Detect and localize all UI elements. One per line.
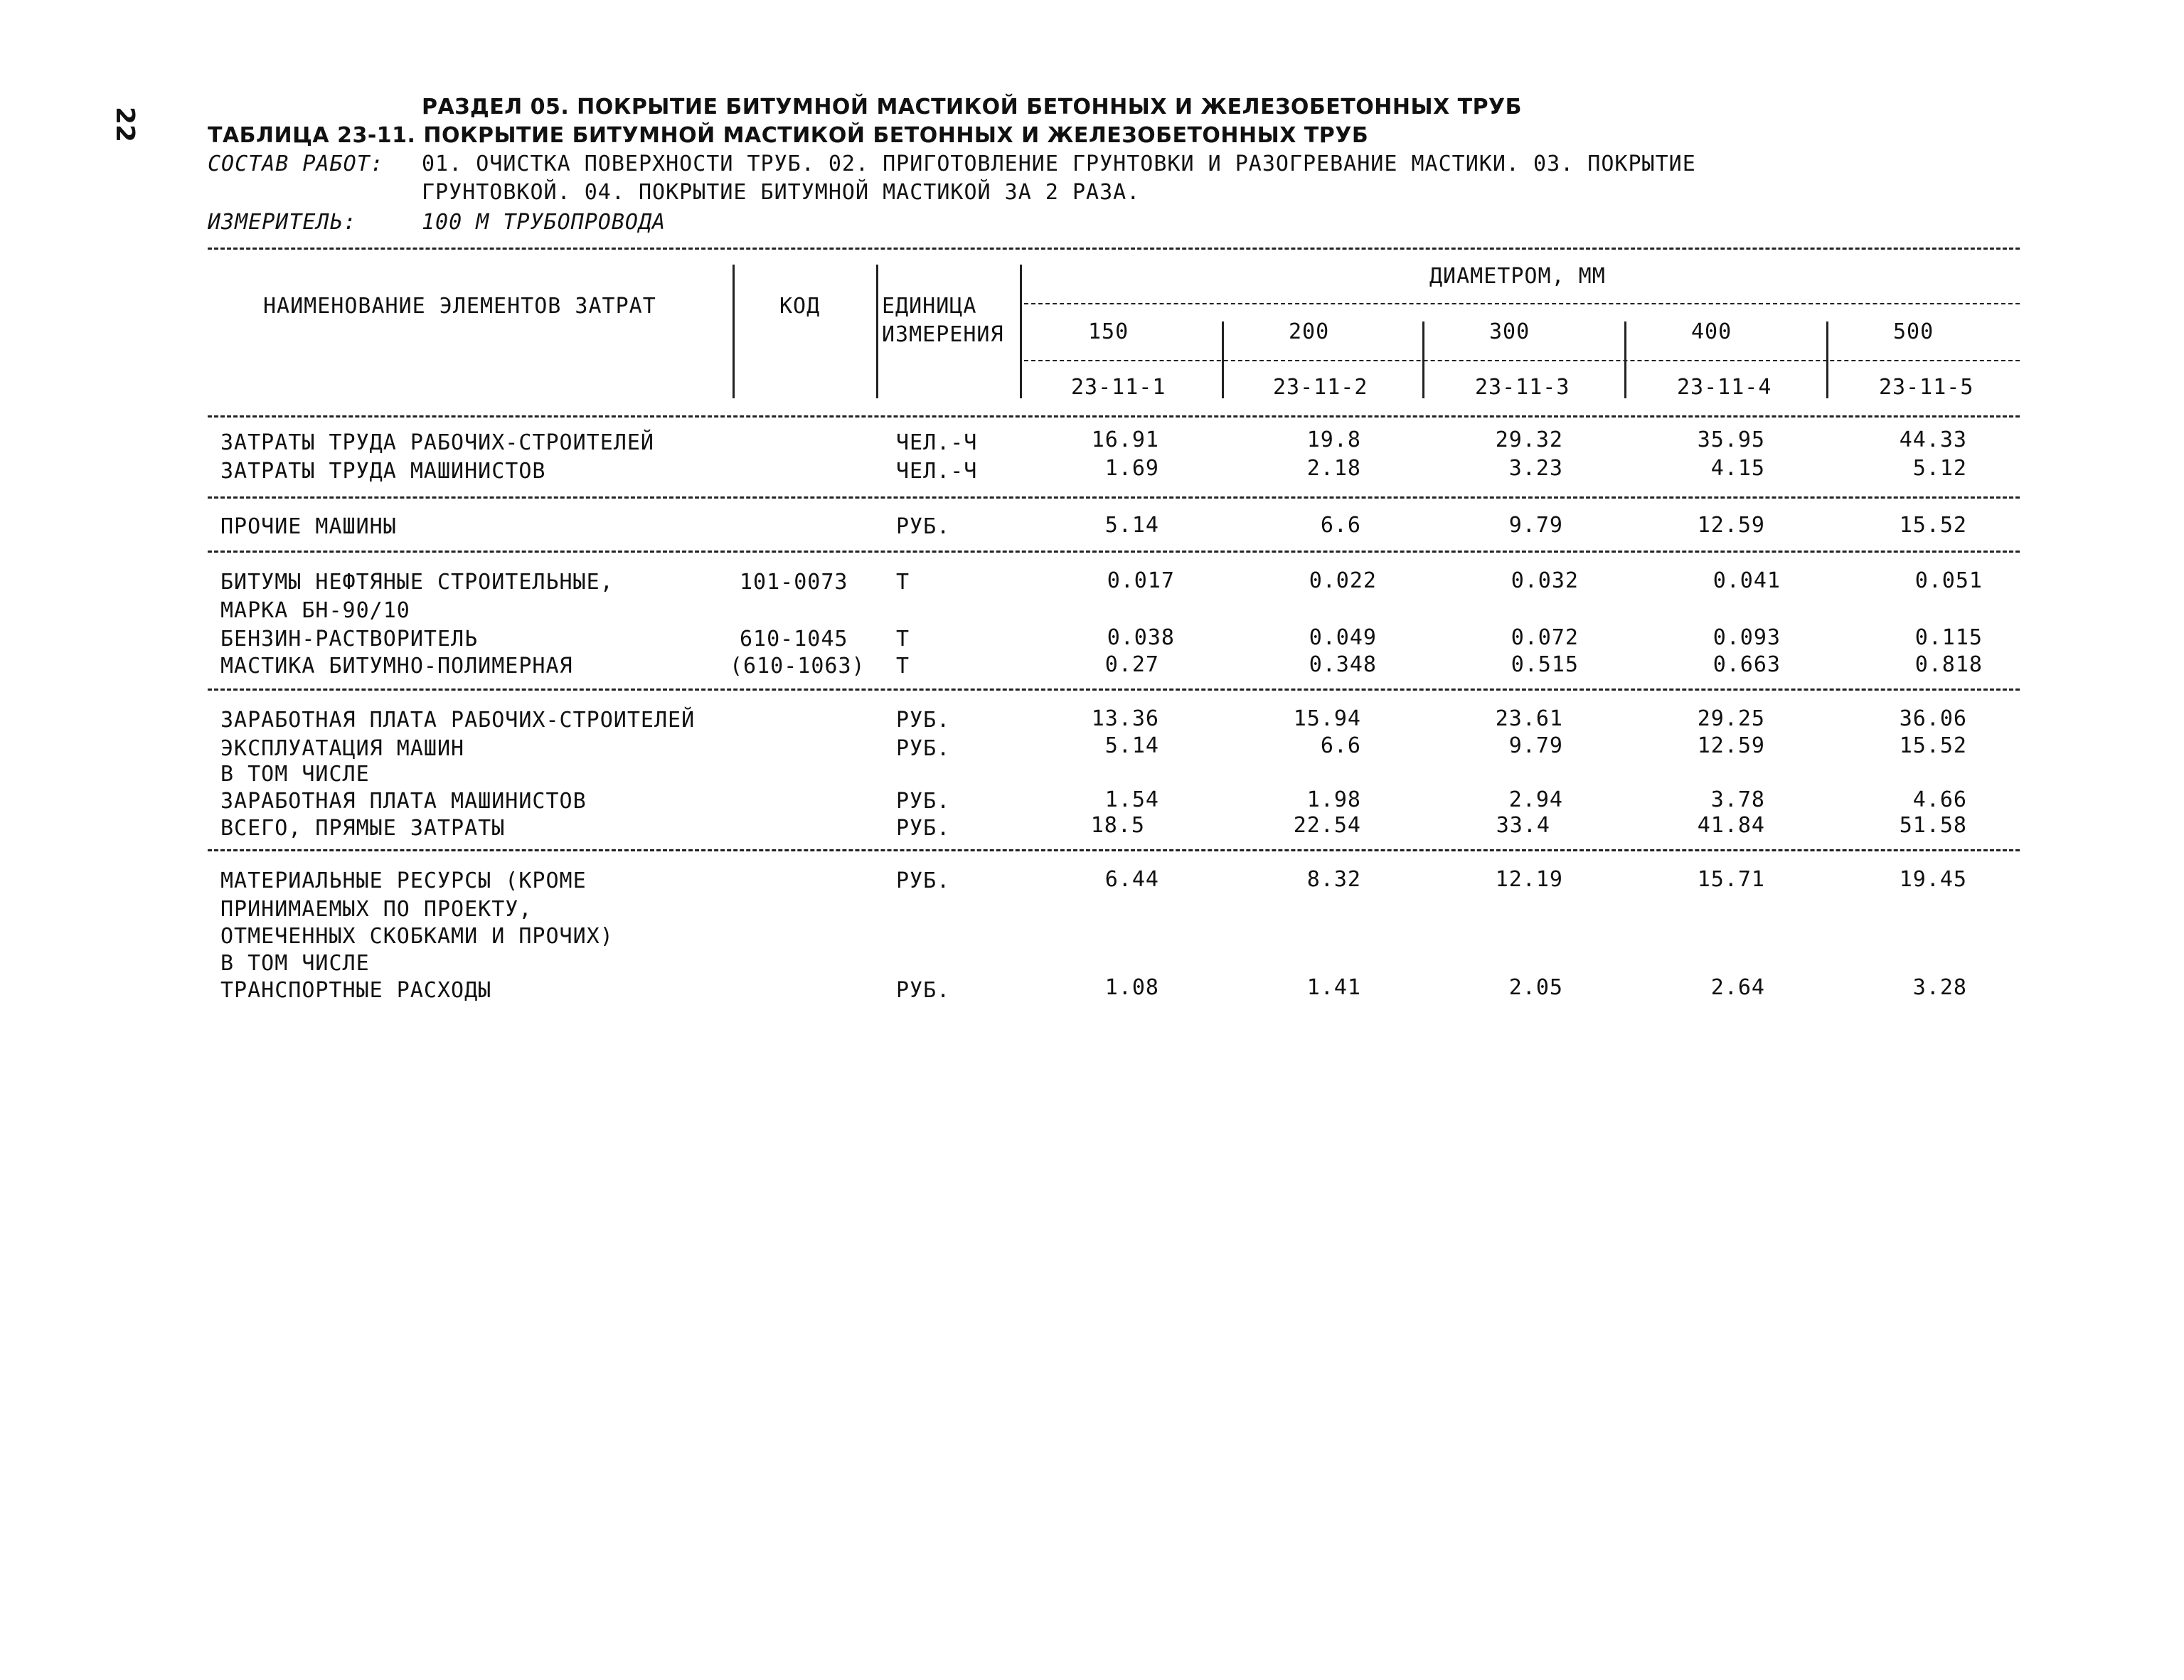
rule-group-1 xyxy=(208,496,2020,499)
row-name: БЕНЗИН-РАСТВОРИТЕЛЬ xyxy=(220,627,479,652)
row-value-500: 51.58 xyxy=(1899,813,1967,838)
rule-head-bottom xyxy=(208,415,2020,418)
row-value-150: 0.27 xyxy=(1104,652,1159,677)
row-value-150: 13.36 xyxy=(1091,706,1159,731)
rule-top xyxy=(208,248,2020,250)
row-code: 610-1045 xyxy=(740,627,848,652)
code-23-11-4: 23-11-4 xyxy=(1677,375,1772,400)
row-value-500: 5.12 xyxy=(1912,456,1967,481)
row-value-400: 35.95 xyxy=(1697,427,1765,452)
row-value-300: 0.032 xyxy=(1511,568,1579,593)
row-value-300: 23.61 xyxy=(1495,706,1563,731)
section-title: РАЗДЕЛ 05. ПОКРЫТИЕ БИТУМНОЙ МАСТИКОЙ БЕТОННЫХ И ЖЕЛЕЗОБЕТОННЫХ ТРУБ xyxy=(422,95,1523,119)
row-value-200: 6.6 xyxy=(1320,513,1361,538)
row-value-400: 0.663 xyxy=(1712,652,1781,677)
row-unit: РУБ. xyxy=(896,978,951,1003)
rule-codes xyxy=(1024,360,2020,361)
row-value-300: 9.79 xyxy=(1508,733,1563,758)
row-value-300: 9.79 xyxy=(1508,513,1563,538)
code-23-11-5: 23-11-5 xyxy=(1879,375,1974,400)
row-value-150: 16.91 xyxy=(1091,427,1159,452)
row-value-300: 2.94 xyxy=(1508,787,1563,812)
row-name: ПРОЧИЕ МАШИНЫ xyxy=(220,514,397,539)
row-name: В ТОМ ЧИСЛЕ xyxy=(220,762,370,787)
row-value-500: 0.818 xyxy=(1914,652,1983,677)
row-value-200: 6.6 xyxy=(1320,733,1361,758)
code-23-11-3: 23-11-3 xyxy=(1475,375,1570,400)
diameter-400: 400 xyxy=(1691,319,1732,344)
rule-group-4 xyxy=(208,849,2020,851)
row-value-150: 1.69 xyxy=(1104,456,1159,481)
row-unit: РУБ. xyxy=(896,816,951,841)
row-value-200: 2.18 xyxy=(1306,456,1361,481)
diameter-300: 300 xyxy=(1489,319,1530,344)
row-name-line-2: МАРКА БН-90/10 xyxy=(220,598,410,623)
row-value-300: 0.515 xyxy=(1511,652,1579,677)
row-value-150: 5.14 xyxy=(1104,513,1159,538)
row-unit: РУБ. xyxy=(896,514,951,539)
row-value-300: 29.32 xyxy=(1495,427,1563,452)
row-value-150: 1.54 xyxy=(1104,787,1159,812)
diameter-200: 200 xyxy=(1289,319,1330,344)
page-number: 22 xyxy=(110,107,139,143)
row-value-500: 3.28 xyxy=(1912,975,1967,1000)
row-unit: РУБ. xyxy=(896,868,951,893)
row-unit: ЧЕЛ.-Ч xyxy=(896,430,978,455)
row-value-500: 0.115 xyxy=(1914,625,1983,650)
row-value-150: 6.44 xyxy=(1104,867,1159,892)
row-value-400: 0.041 xyxy=(1712,568,1781,593)
row-value-500: 19.45 xyxy=(1899,867,1967,892)
row-name-line-3: ОТМЕЧЕННЫХ СКОБКАМИ И ПРОЧИХ) xyxy=(220,924,614,949)
rule-group-2 xyxy=(208,551,2020,553)
row-name: ЗАТРАТЫ ТРУДА РАБОЧИХ-СТРОИТЕЛЕЙ xyxy=(220,430,654,455)
row-unit: РУБ. xyxy=(896,789,951,814)
row-code: (610-1063) xyxy=(730,654,865,679)
row-value-300: 3.23 xyxy=(1508,456,1563,481)
row-value-200: 0.022 xyxy=(1309,568,1377,593)
row-name: ЗАРАБОТНАЯ ПЛАТА МАШИНИСТОВ xyxy=(220,789,587,814)
row-name: ЗАТРАТЫ ТРУДА МАШИНИСТОВ xyxy=(220,459,546,484)
row-value-500: 36.06 xyxy=(1899,706,1967,731)
row-unit: Т xyxy=(896,654,910,679)
code-23-11-2: 23-11-2 xyxy=(1273,375,1368,400)
row-value-150: 18.5 xyxy=(1090,813,1145,838)
row-value-200: 15.94 xyxy=(1293,706,1361,731)
header-unit-2: ИЗМЕРЕНИЯ xyxy=(882,322,1004,347)
row-value-150: 5.14 xyxy=(1104,733,1159,758)
row-value-500: 15.52 xyxy=(1899,733,1967,758)
row-name: МАТЕРИАЛЬНЫЕ РЕСУРСЫ (КРОМЕ xyxy=(220,868,587,893)
row-value-200: 22.54 xyxy=(1293,813,1361,838)
row-value-400: 4.15 xyxy=(1710,456,1765,481)
row-value-200: 0.348 xyxy=(1309,652,1377,677)
row-value-400: 12.59 xyxy=(1697,733,1765,758)
header-code: КОД xyxy=(779,294,821,319)
row-value-300: 12.19 xyxy=(1495,867,1563,892)
works-line-1: 01. ОЧИСТКА ПОВЕРХНОСТИ ТРУБ. 02. ПРИГОТОВЛЕНИЕ ГРУНТОВКИ И РАЗОГРЕВАНИЕ МАСТИКИ. 03. ПОКРЫТИЕ xyxy=(422,151,1696,176)
row-value-300: 0.072 xyxy=(1511,625,1579,650)
row-value-150: 0.038 xyxy=(1107,625,1175,650)
row-name: ЗАРАБОТНАЯ ПЛАТА РАБОЧИХ-СТРОИТЕЛЕЙ xyxy=(220,708,696,733)
rule-diameter xyxy=(1024,303,2020,304)
divider xyxy=(1020,265,1022,398)
rule-group-3 xyxy=(208,689,2020,691)
row-value-200: 0.049 xyxy=(1309,625,1377,650)
row-value-200: 19.8 xyxy=(1306,427,1361,452)
diameter-150: 150 xyxy=(1088,319,1129,344)
divider xyxy=(876,265,878,398)
row-name: МАСТИКА БИТУМНО-ПОЛИМЕРНАЯ xyxy=(220,654,573,679)
header-name: НАИМЕНОВАНИЕ ЭЛЕМЕНТОВ ЗАТРАТ xyxy=(263,294,656,319)
row-value-400: 3.78 xyxy=(1710,787,1765,812)
row-value-400: 29.25 xyxy=(1697,706,1765,731)
row-name-line-2: ПРИНИМАЕМЫХ ПО ПРОЕКТУ, xyxy=(220,897,533,922)
row-value-500: 0.051 xyxy=(1914,568,1983,593)
row-value-500: 44.33 xyxy=(1899,427,1967,452)
row-value-200: 8.32 xyxy=(1306,867,1361,892)
row-unit: РУБ. xyxy=(896,708,951,733)
table-title: ТАБЛИЦА 23-11. ПОКРЫТИЕ БИТУМНОЙ МАСТИКОЙ БЕТОННЫХ И ЖЕЛЕЗОБЕТОННЫХ ТРУБ xyxy=(208,123,1369,148)
measure-label: ИЗМЕРИТЕЛЬ: xyxy=(208,210,357,235)
header-unit-1: ЕДИНИЦА xyxy=(882,294,977,319)
row-value-400: 15.71 xyxy=(1697,867,1765,892)
row-value-300: 33.4 xyxy=(1496,813,1550,838)
diameter-500: 500 xyxy=(1893,319,1934,344)
row-name: ТРАНСПОРТНЫЕ РАСХОДЫ xyxy=(220,978,492,1003)
row-unit: ЧЕЛ.-Ч xyxy=(896,459,978,484)
row-code: 101-0073 xyxy=(740,570,848,595)
row-value-200: 1.41 xyxy=(1306,975,1361,1000)
row-value-400: 41.84 xyxy=(1697,813,1765,838)
row-unit: Т xyxy=(896,627,910,652)
row-name: В ТОМ ЧИСЛЕ xyxy=(220,951,370,976)
row-value-150: 1.08 xyxy=(1104,975,1159,1000)
works-label: СОСТАВ РАБОТ: xyxy=(208,151,384,176)
row-value-400: 2.64 xyxy=(1710,975,1765,1000)
works-line-2: ГРУНТОВКОЙ. 04. ПОКРЫТИЕ БИТУМНОЙ МАСТИКОЙ ЗА 2 РАЗА. xyxy=(422,180,1141,205)
row-unit: Т xyxy=(896,570,910,595)
header-diameter: ДИАМЕТРОМ, ММ xyxy=(1429,264,1606,289)
row-name: ЭКСПЛУАТАЦИЯ МАШИН xyxy=(220,736,465,761)
measure-value: 100 М ТРУБОПРОВОДА xyxy=(422,210,666,235)
row-value-200: 1.98 xyxy=(1306,787,1361,812)
row-value-400: 12.59 xyxy=(1697,513,1765,538)
row-value-300: 2.05 xyxy=(1508,975,1563,1000)
row-value-150: 0.017 xyxy=(1107,568,1175,593)
row-value-500: 15.52 xyxy=(1899,513,1967,538)
row-unit: РУБ. xyxy=(896,736,951,761)
row-name: ВСЕГО, ПРЯМЫЕ ЗАТРАТЫ xyxy=(220,816,506,841)
row-value-400: 0.093 xyxy=(1712,625,1781,650)
code-23-11-1: 23-11-1 xyxy=(1071,375,1166,400)
divider xyxy=(733,265,735,398)
row-name: БИТУМЫ НЕФТЯНЫЕ СТРОИТЕЛЬНЫЕ, xyxy=(220,570,614,595)
row-value-500: 4.66 xyxy=(1912,787,1967,812)
